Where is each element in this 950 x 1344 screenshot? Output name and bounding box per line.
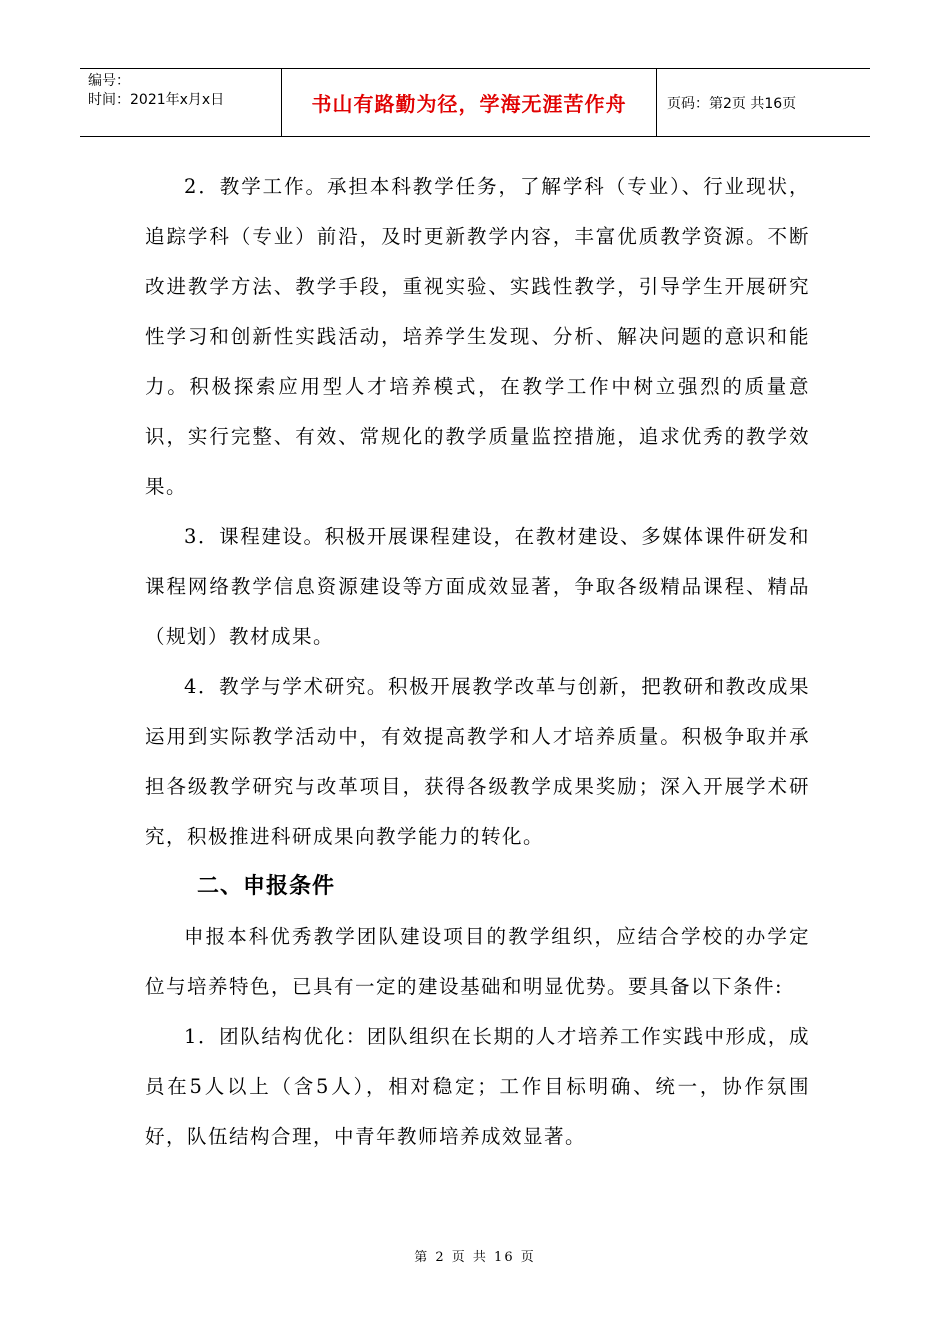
paragraph-teaching-work: 2．教学工作。承担本科教学任务，了解学科（专业）、行业现状，追踪学科（专业）前沿，及时更新教学内容，丰富优质教学资源。不断改进教学方法、教学手段，重视实验、实践性教学，引导学生开展研究性学习和创新性实践活动，培养学生发现、分析、解决问题的意识和能力。积极探索应用型人才培养模式，在教学工作中树立强烈的质量意识，实行完整、有效、常规化的教学质量监控措施，追求优秀的教学效果。 (145, 175, 810, 498)
paragraph-application-intro: 申报本科优秀教学团队建设项目的教学组织，应结合学校的办学定位与培养特色，已具有一定的建设基础和明显优势。要具备以下条件: (145, 925, 810, 998)
paragraph-course-construction: 3．课程建设。积极开展课程建设，在教材建设、多媒体课件研发和课程网络教学信息资源建设等方面成效显著，争取各级精品课程、精品（规划）教材成果。 (145, 525, 810, 648)
document-number-label: 编号： (88, 73, 130, 89)
header-meta (80, 69, 282, 136)
page-footer: 第 2 页 共 16 页 (414, 1250, 536, 1265)
header-motto: 书山有路勤为径，学海无涯苦作舟 (282, 69, 657, 136)
page-header (80, 68, 870, 137)
document-time: 时间：2021年x月x日 (88, 92, 225, 108)
document-body (145, 162, 810, 1162)
header-page-info: 页码：第2页 共16页 (667, 95, 797, 112)
section-heading: 二、申报条件 (197, 874, 336, 899)
paragraph-teaching-research: 4．教学与学术研究。积极开展教学改革与创新，把教研和教改成果运用到实际教学活动中，有效提高教学和人才培养质量。积极争取并承担各级教学研究与改革项目，获得各级教学成果奖励；深入开展学术研究，积极推进科研成果向教学能力的转化。 (145, 675, 810, 848)
paragraph-team-structure: 1．团队结构优化：团队组织在长期的人才培养工作实践中形成，成员在5人以上（含5人），相对稳定；工作目标明确、统一，协作氛围好，队伍结构合理，中青年教师培养成效显著。 (145, 1025, 810, 1148)
